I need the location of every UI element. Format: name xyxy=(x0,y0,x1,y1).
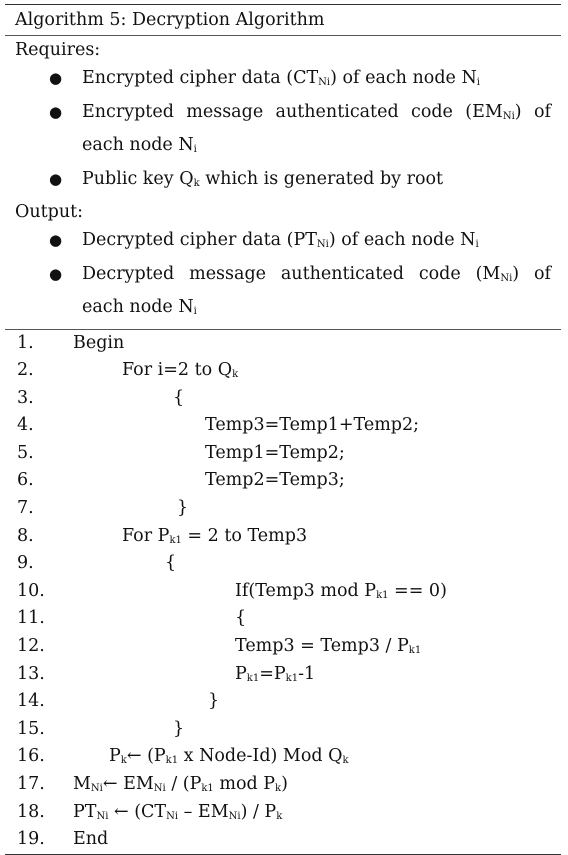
bullet-icon: ● xyxy=(49,69,63,87)
step-code: Begin xyxy=(73,332,125,353)
step-row xyxy=(5,550,561,578)
bullet-icon: ● xyxy=(49,169,63,188)
step-row xyxy=(5,495,561,523)
step-row xyxy=(5,743,561,771)
step-number: 12. xyxy=(17,636,45,657)
step-code: If(Temp3 mod $P_{k1} == 0$) xyxy=(235,580,447,601)
step-code: For $P_{k1} = 2$ to Temp3 xyxy=(122,525,308,546)
bullet-icon: ● xyxy=(49,264,63,283)
step-number: 5. xyxy=(17,442,34,463)
step-number: 1. xyxy=(17,332,34,353)
step-number: 7. xyxy=(17,498,34,519)
step-code: Temp3 = Temp3 / $P_{k1}$ xyxy=(235,636,422,657)
requires-item: ● Encrypted cipher data $(CT_{Ni})$ of each node $N_i$ xyxy=(5,64,561,98)
requires-label: Requires: xyxy=(15,40,101,60)
step-number: 19. xyxy=(17,829,45,850)
step-code: End xyxy=(73,829,109,850)
step-row xyxy=(5,467,561,495)
step-code: } xyxy=(177,498,189,519)
bullet-icon: ● xyxy=(49,102,63,121)
step-row xyxy=(5,440,561,468)
output-label: Output: xyxy=(15,202,84,222)
bullet-icon: ● xyxy=(49,231,63,249)
step-code: Temp3=Temp1+Temp2; xyxy=(205,415,420,436)
step-number: 10. xyxy=(17,580,45,601)
step-code: $P_k\leftarrow$ ($P_{k1}$ x Node-Id) Mod $Q_k$ xyxy=(109,746,349,767)
step-code: { xyxy=(173,387,185,408)
step-code: $PT_{Ni}$ ← $(CT_{Ni} - EM_{Ni}) / P_k$ xyxy=(73,801,283,822)
step-row xyxy=(5,826,561,854)
step-code: Temp1=Temp2; xyxy=(205,442,345,463)
output-list xyxy=(5,226,561,327)
step-number: 15. xyxy=(17,718,45,739)
step-code: { xyxy=(165,553,177,574)
step-row xyxy=(5,523,561,551)
requires-item: ● Encrypted message authenticated code $(EM_{Ni})$ of each node $N_i$ xyxy=(5,98,561,165)
step-row xyxy=(5,605,561,633)
requires-item: ● Public key $Q_k$ which is generated by root xyxy=(5,165,561,199)
step-number: 6. xyxy=(17,470,34,491)
step-row xyxy=(5,771,561,799)
step-code: For i=2 to $Q_k$ xyxy=(122,360,239,381)
step-code: $P_{k1}=P_{k1}-1$ xyxy=(235,663,316,684)
step-row xyxy=(5,661,561,689)
requires-list xyxy=(5,64,561,198)
step-code: } xyxy=(208,691,220,712)
step-row xyxy=(5,716,561,744)
step-row xyxy=(5,330,561,358)
algorithm-title: Algorithm 5: Decryption Algorithm xyxy=(5,5,561,36)
step-row xyxy=(5,688,561,716)
step-number: 18. xyxy=(17,801,45,822)
step-number: 9. xyxy=(17,553,34,574)
step-number: 13. xyxy=(17,663,45,684)
step-code: $M_{Ni}\leftarrow$ $EM_{Ni} / (P_{k1}$ mod $P_k$) xyxy=(73,774,288,794)
step-code: { xyxy=(235,608,247,629)
step-row xyxy=(5,385,561,413)
step-number: 3. xyxy=(17,387,34,408)
step-number: 11. xyxy=(17,608,45,629)
step-number: 4. xyxy=(17,415,34,436)
algorithm-box xyxy=(5,4,561,855)
output-item: ● Decrypted cipher data $(PT_{Ni})$ of each node $N_i$ xyxy=(5,226,561,260)
step-number: 14. xyxy=(17,691,45,712)
step-row xyxy=(5,799,561,827)
step-number: 16. xyxy=(17,746,45,767)
step-row xyxy=(5,357,561,385)
step-number: 17. xyxy=(17,774,45,794)
step-code: } xyxy=(173,718,185,739)
output-item: ● Decrypted message authenticated code $(M_{Ni})$ of each node $N_i$ xyxy=(5,260,561,327)
steps-list xyxy=(5,330,561,854)
step-number: 8. xyxy=(17,525,34,546)
step-number: 2. xyxy=(17,360,34,381)
step-row xyxy=(5,578,561,606)
step-row xyxy=(5,412,561,440)
step-code: Temp2=Temp3; xyxy=(205,470,345,491)
step-row xyxy=(5,633,561,661)
